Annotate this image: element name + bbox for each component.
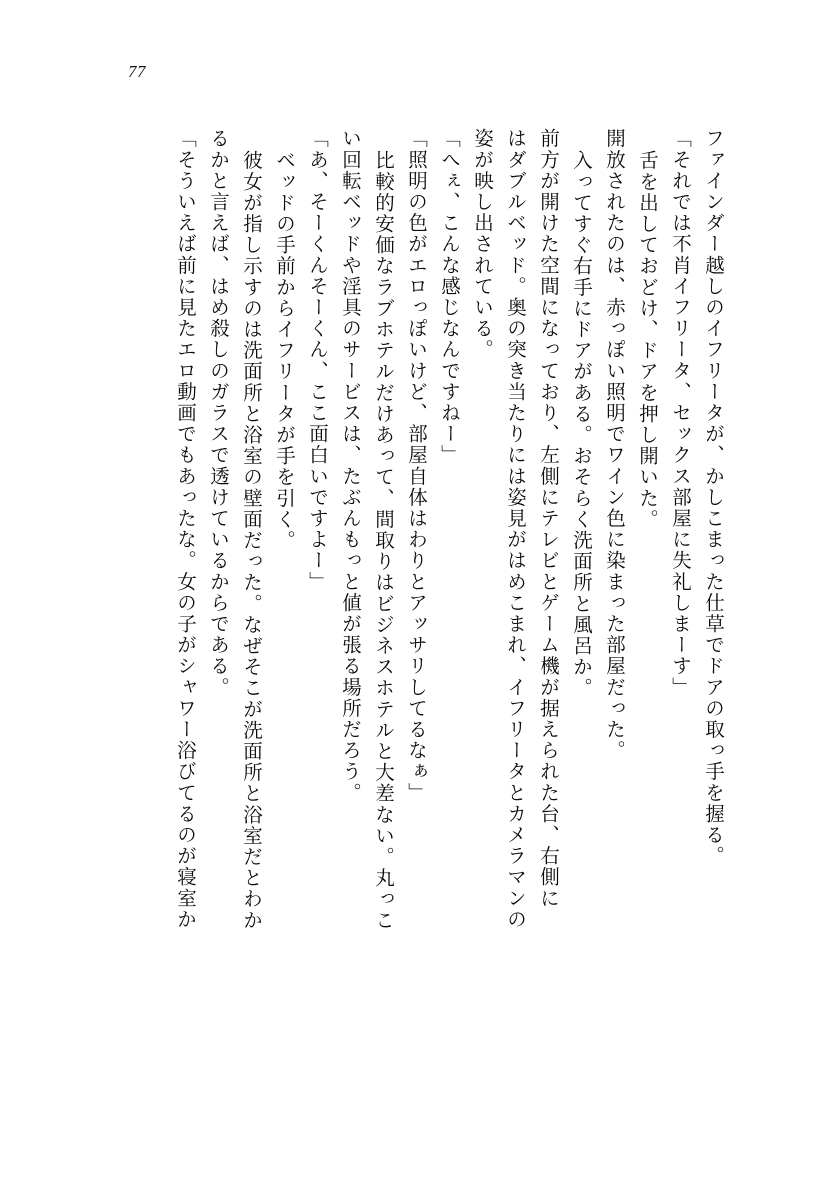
text-line: 入ってすぐ右手にドアがある。おそらく洗面所と風呂か。 — [570, 150, 591, 699]
text-line: 舌を出しておどけ、ドアを押し開いた。 — [636, 150, 657, 530]
text-line: ファインダー越しのイフリータが、かしこまった仕草でドアの取っ手を握る。 — [702, 128, 723, 867]
text-line: 「へぇ、こんな感じなんですねー」 — [438, 128, 459, 466]
text-line: い回転ベッドや淫具のサービスは、たぶんもっと値が張る場所だろう。 — [339, 128, 360, 804]
page-number: 77 — [128, 62, 146, 81]
text-line: るかと言えば、はめ殺しのガラスで透けているからである。 — [207, 128, 228, 698]
text-line: 開放されたのは、赤っぽい照明でワイン色に染まった部屋だった。 — [603, 128, 624, 761]
vertical-text-body — [82, 128, 722, 1068]
text-line: 「照明の色がエロっぽいけど、部屋自体はわりとアッサリしてるなぁ」 — [405, 128, 426, 804]
text-line: 「それでは不肖イフリータ、セックス部屋に失礼しまーす」 — [669, 128, 690, 698]
text-line: 「そういえば前に見たエロ動画でもあったな。女の子がシャワー浴びてるのが寝室か — [174, 128, 195, 930]
text-line: 前方が開けた空間になっており、左側にテレビとゲーム機が据えられた台、右側に — [537, 128, 558, 909]
text-line: 比較的安価なラブホテルだけあって、間取りはビジネスホテルと大差ない。丸っこ — [372, 150, 393, 931]
text-line: 彼女が指し示すのは洗面所と浴室の壁面だった。なぜそこが洗面所と浴室だとわか — [240, 150, 261, 931]
text-line: 姿が映し出されている。 — [471, 128, 492, 361]
text-line: はダブルベッド。奥の突き当たりには姿見がはめこまれ、イフリータとカメラマンの — [504, 128, 525, 930]
text-line: 「あ、そーくんそーくん、ここ面白いですよー」 — [306, 128, 327, 593]
text-line: ベッドの手前からイフリータが手を引く。 — [273, 150, 294, 551]
